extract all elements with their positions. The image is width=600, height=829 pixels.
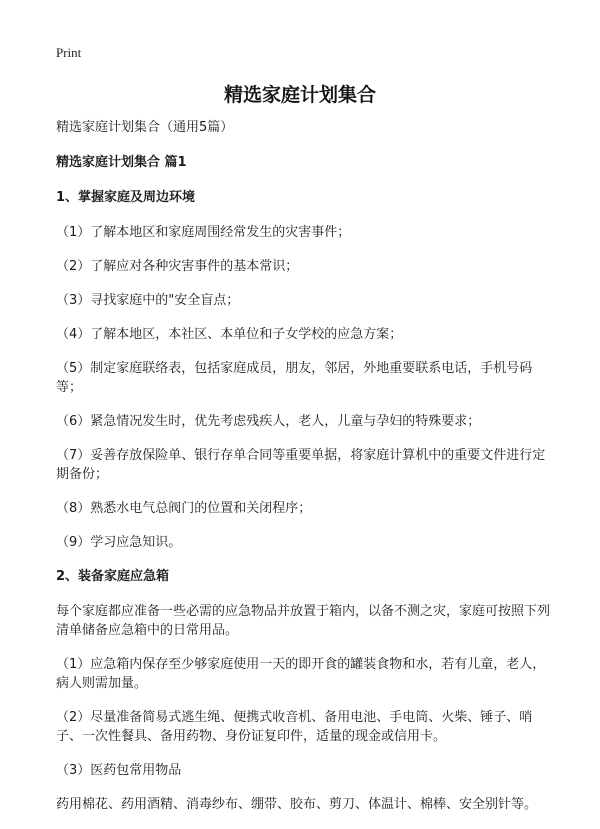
part-heading: 精选家庭计划集合 篇1: [56, 155, 187, 170]
list-item: （4）了解本地区，本社区、本单位和子女学校的应急方案；: [56, 327, 403, 342]
supplies-list: 药用棉花、药用酒精、消毒纱布、绷带、胶布、剪刀、体温计、棉棒、安全别针等。: [56, 797, 538, 812]
list-item: （1）应急箱内保存至少够家庭使用一天的即开食的罐装食物和水，若有儿童，老人，病人则需加量。: [56, 657, 546, 691]
list-item: （9）学习应急知识。: [56, 535, 182, 550]
document-title: 精选家庭计划集合: [223, 84, 376, 106]
section-heading-1: 1、掌握家庭及周边环境: [56, 190, 196, 205]
list-item: （7）妥善存放保险单、银行存单合同等重要单据，将家庭计算机中的重要文件进行定期备份；: [56, 448, 546, 482]
list-item: （6）紧急情况发生时，优先考虑残疾人，老人，儿童与孕妇的特殊要求；: [56, 414, 481, 429]
list-item: （1）了解本地区和家庭周围经常发生的灾害事件；: [56, 225, 351, 240]
document-subtitle: 精选家庭计划集合（通用5篇）: [56, 120, 234, 135]
list-item: （2）了解应对各种灾害事件的基本常识；: [56, 259, 299, 274]
list-item: （5）制定家庭联络表，包括家庭成员，朋友，邻居，外地重要联系电话，手机号码等；: [56, 361, 533, 395]
section-intro: 每个家庭都应准备一些必需的应急物品并放置于箱内，以备不测之灾，家庭可按照下列清单储备应急箱中的日常用品。: [56, 604, 551, 638]
section-heading-2: 2、装备家庭应急箱: [56, 569, 170, 584]
document-body: [56, 118, 556, 829]
list-item: （3）寻找家庭中的"安全盲点；: [56, 293, 240, 308]
list-item: （8）熟悉水电气总阀门的位置和关闭程序；: [56, 501, 312, 516]
list-item: （3）医药包常用物品: [56, 763, 182, 778]
print-link[interactable]: Print: [56, 45, 82, 60]
list-item: （2）尽量准备简易式逃生绳、便携式收音机、备用电池、手电筒、火柴、锤子、哨子、一次性餐具、备用药物、身份证复印件，适量的现金或信用卡。: [56, 710, 533, 744]
